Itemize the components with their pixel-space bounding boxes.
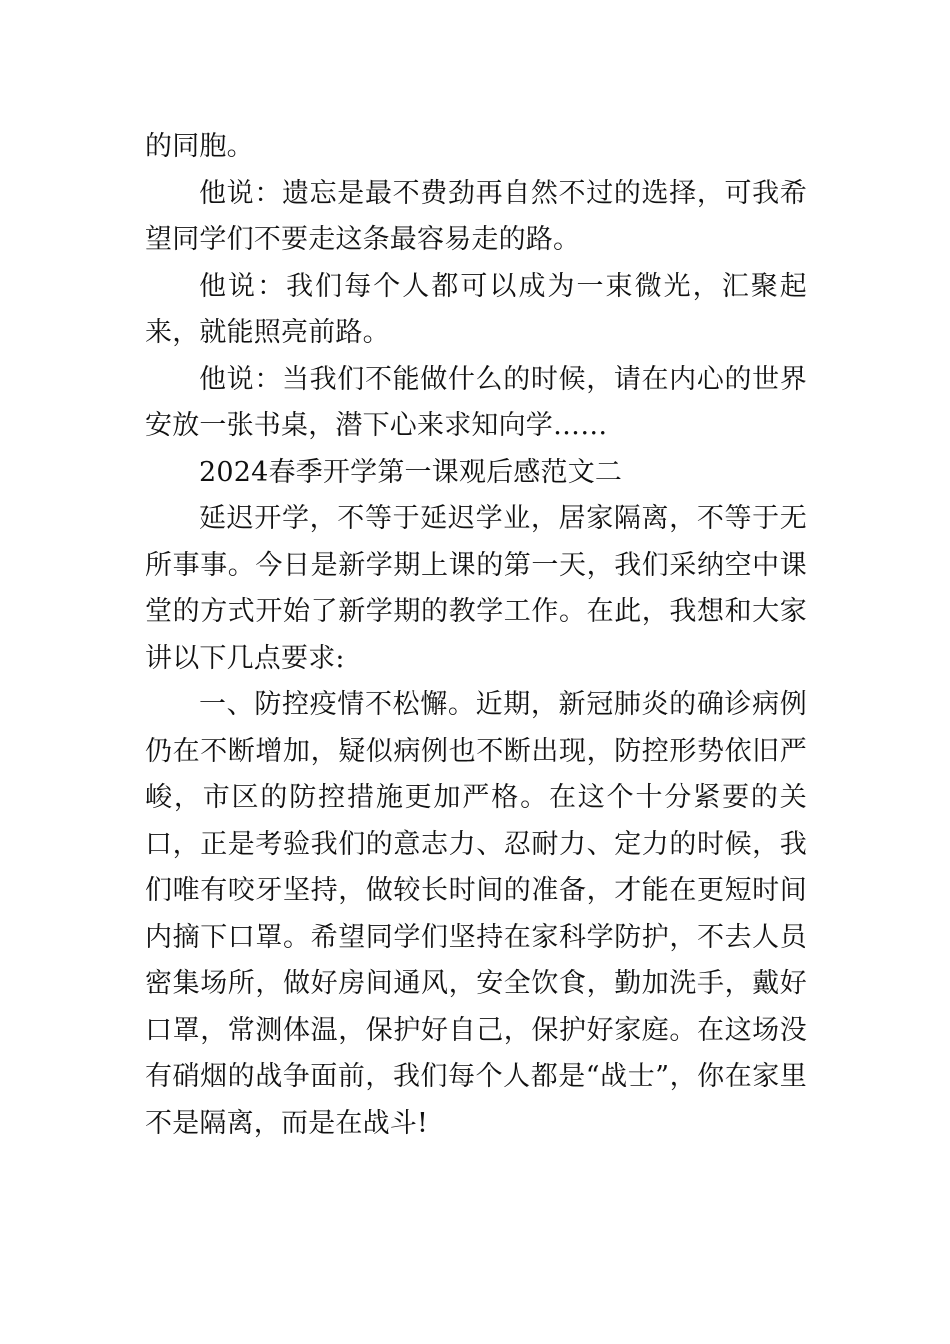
paragraph-point-one: 一、防控疫情不松懈。近期，新冠肺炎的确诊病例仍在不断增加，疑似病例也不断出现，防控形势依旧严峻，市区的防控措施更加严格。在这个十分紧要的关口，正是考验我们的意志力、忍耐力、定力的时候，我们唯有咬牙坚持，做较长时间的准备，才能在更短时间内摘下口罩。希望同学们坚持在家科学防护，不去人员密集场所，做好房间通风，安全饮食，勤加洗手，戴好口罩，常测体温，保护好自己，保护好家庭。在这场没有硝烟的战争面前，我们每个人都是“战士”，你在家里不是隔离，而是在战斗! xyxy=(145,689,807,1139)
paragraph-quote-desk: 他说：当我们不能做什么的时候，请在内心的世界安放一张书桌，潜下心来求知向学…… xyxy=(145,363,807,441)
paragraph-quote-light: 他说：我们每个人都可以成为一束微光，汇聚起来，就能照亮前路。 xyxy=(145,270,807,348)
paragraph-intro: 延迟开学，不等于延迟学业，居家隔离，不等于无所事事。今日是新学期上课的第一天，我们采纳空中课堂的方式开始了新学期的教学工作。在此，我想和大家讲以下几点要求: xyxy=(145,503,807,674)
paragraph-quote-forgetting: 他说：遗忘是最不费劲再自然不过的选择，可我希望同学们不要走这条最容易走的路。 xyxy=(145,177,807,255)
document-body xyxy=(145,124,807,1147)
paragraph-continuation: 的同胞。 xyxy=(145,131,254,162)
section-heading: 2024春季开学第一课观后感范文二 xyxy=(199,456,623,488)
